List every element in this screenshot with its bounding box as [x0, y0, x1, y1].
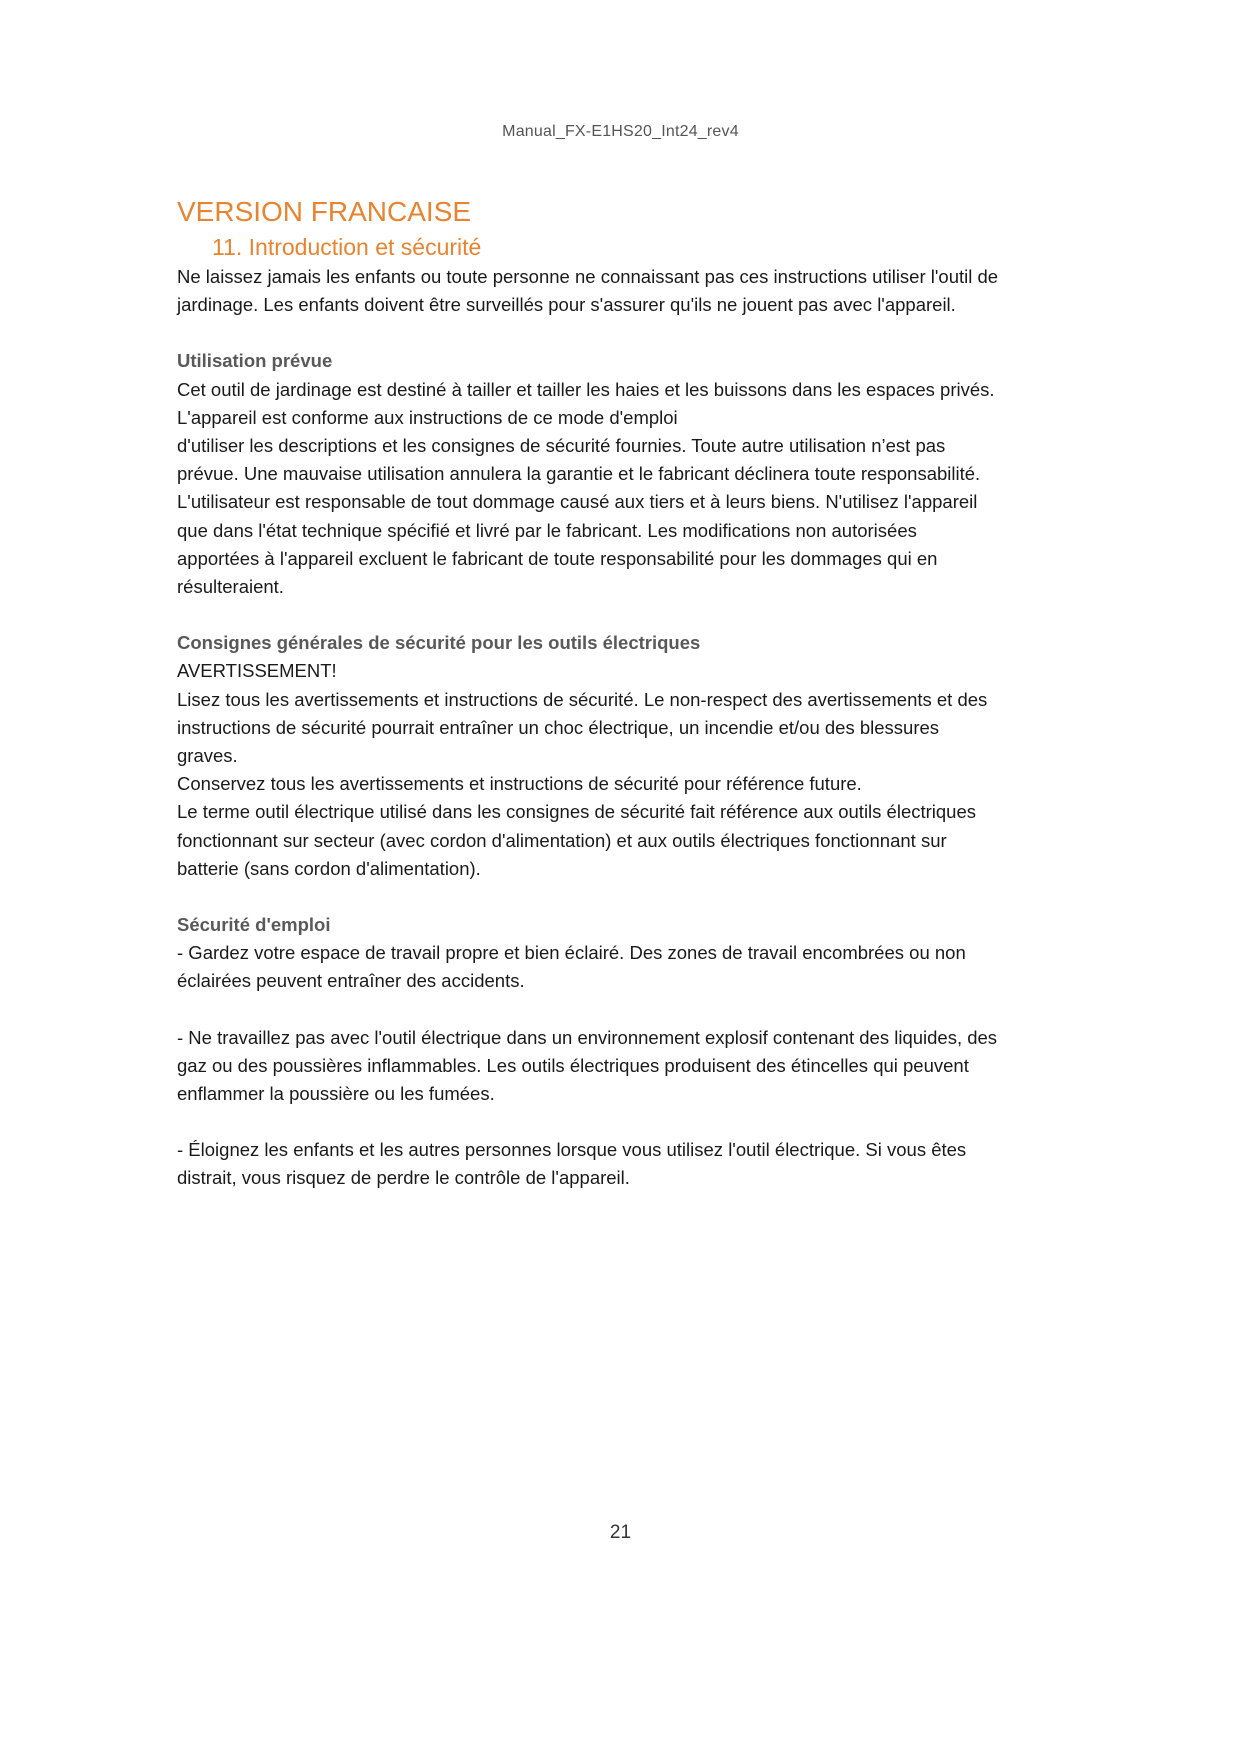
text-line: apportées à l'appareil excluent le fabricant de toute responsabilité pour les dommages qui en — [177, 547, 938, 569]
text-line: instructions de sécurité pourrait entraîner un choc électrique, un incendie et/ou des blessures — [177, 716, 940, 738]
consignes-heading: Consignes générales de sécurité pour les outils électriques — [177, 632, 701, 654]
text-line: éclairées peuvent entraîner des accidents. — [177, 970, 525, 992]
spacer — [177, 1108, 1087, 1136]
document-header: Manual_FX-E1HS20_Int24_rev4 — [502, 123, 739, 140]
text-line: résulteraient. — [177, 576, 284, 598]
intro-line: Ne laissez jamais les enfants ou toute personne ne connaissant pas ces instructions utiliser l'outil de — [177, 266, 999, 287]
securite-item — [177, 1136, 1087, 1192]
securite-item — [177, 939, 1087, 995]
text-line: - Ne travaillez pas avec l'outil électrique dans un environnement explosif contenant des liquides, des — [177, 1026, 998, 1048]
utilisation-paragraph — [177, 376, 1087, 602]
section-title: 11. Introduction et sécurité — [212, 234, 482, 260]
text-line: gaz ou des poussières inflammables. Les outils électriques produisent des étincelles qui peuvent — [177, 1054, 969, 1076]
text-line: d'utiliser les descriptions et les consignes de sécurité fournies. Toute autre utilisation n’est pas — [177, 435, 946, 457]
text-line: - Gardez votre espace de travail propre et bien éclairé. Des zones de travail encombrées ou non — [177, 942, 966, 964]
intro-paragraph — [177, 263, 1087, 319]
text-line: Le terme outil électrique utilisé dans les consignes de sécurité fait référence aux outils électriques — [177, 801, 977, 823]
text-line: batterie (sans cordon d'alimentation). — [177, 857, 481, 879]
text-line: prévue. Une mauvaise utilisation annulera la garantie et le fabricant déclinera toute responsabilité. — [177, 463, 981, 485]
page-number: 21 — [609, 1522, 632, 1543]
spacer — [177, 319, 1087, 347]
securite-item — [177, 1024, 1087, 1109]
page-content — [177, 193, 1087, 1193]
utilisation-heading: Utilisation prévue — [177, 350, 333, 372]
consignes-paragraph — [177, 657, 1087, 883]
spacer — [177, 601, 1087, 629]
text-line: L'appareil est conforme aux instructions de ce mode d'emploi — [177, 406, 678, 428]
spacer — [177, 883, 1087, 911]
text-line: - Éloignez les enfants et les autres personnes lorsque vous utilisez l'outil électrique. Si vous êtes — [177, 1139, 967, 1161]
text-line: L'utilisateur est responsable de tout dommage causé aux tiers et à leurs biens. N'utilisez l'appareil — [177, 491, 978, 513]
warning-label: AVERTISSEMENT! — [177, 660, 337, 682]
text-line: graves. — [177, 745, 238, 767]
text-line: fonctionnant sur secteur (avec cordon d'alimentation) et aux outils électriques fonctionnant sur — [177, 829, 947, 851]
text-line: Lisez tous les avertissements et instructions de sécurité. Le non-respect des avertissements et des — [177, 688, 988, 710]
text-line: Conservez tous les avertissements et instructions de sécurité pour référence future. — [177, 773, 862, 795]
spacer — [177, 996, 1087, 1024]
page-title: VERSION FRANCAISE — [177, 196, 472, 227]
text-line: que dans l'état technique spécifié et livré par le fabricant. Les modifications non autorisées — [177, 519, 917, 541]
text-line: enflammer la poussière ou les fumées. — [177, 1083, 495, 1105]
text-line: Cet outil de jardinage est destiné à tailler et tailler les haies et les buissons dans les espaces privés. — [177, 378, 995, 400]
text-line: distrait, vous risquez de perdre le contrôle de l'appareil. — [177, 1167, 630, 1189]
intro-line: jardinage. Les enfants doivent être surveillés pour s'assurer qu'ils ne jouent pas avec l'appareil. — [177, 294, 956, 316]
securite-heading: Sécurité d'emploi — [177, 914, 331, 936]
